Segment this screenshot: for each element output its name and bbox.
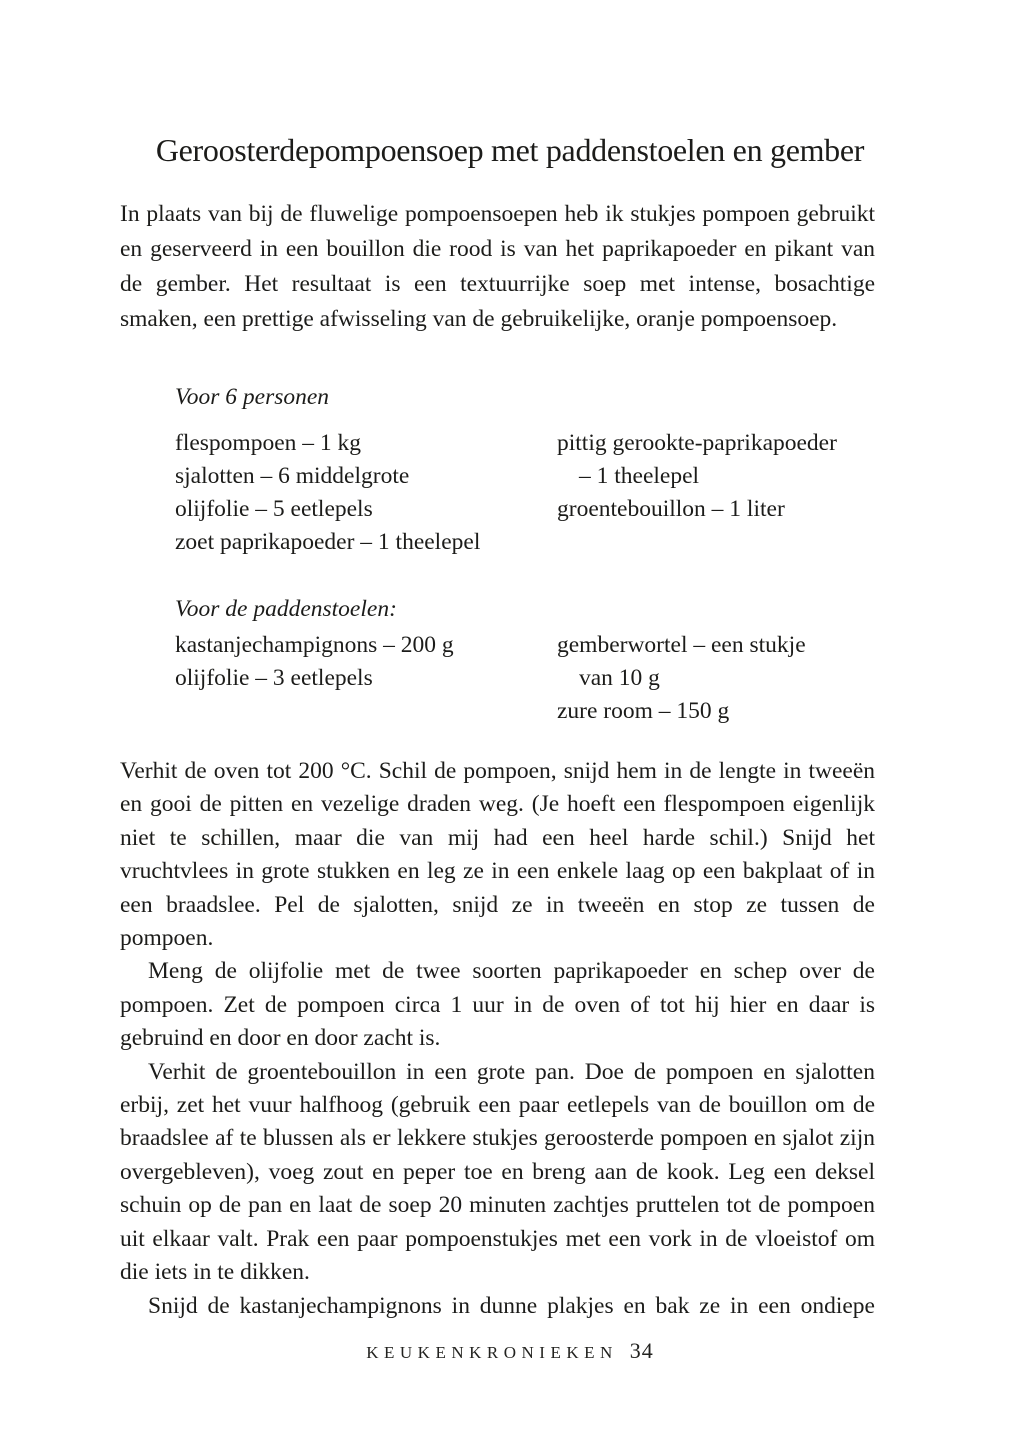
- ingredient-item-continuation: – 1 theelepel: [579, 463, 700, 489]
- ingredients-mushrooms-left: [175, 629, 557, 728]
- ingredient-item: kastanjechampignons – 200 g: [175, 632, 454, 658]
- ingredients-section: [175, 381, 900, 728]
- ingredients-main-right: [557, 427, 837, 559]
- page-footer: [0, 1338, 1020, 1364]
- instruction-paragraph: Snijd de kastanjechampignons in dunne plakjes en bak ze in een ondiepe: [148, 1292, 875, 1319]
- ingredient-item: zoet paprikapoeder – 1 theelepel: [175, 529, 481, 555]
- instruction-paragraph: Verhit de groentebouillon in een grote pan. Doe de pompoen en sjalotten erbij, zet het vuur halfhoog (gebruik een paar eetlepels van de bouillon om de braadslee af te blussen als er lekkere stukjes geroosterde pompoen en sjalot zijn overgebleven), voeg zout en peper toe en breng aan de kook. Leg een deksel schuin op de pan en laat de soep 20 minuten zachtjes pruttelen tot de pompoen uit elkaar valt. Prak een paar pompoenstukjes met een vork in de vloeistof om die iets in te dikken.: [120, 1058, 875, 1286]
- ingredient-item: olijfolie – 3 eetlepels: [175, 665, 373, 691]
- ingredient-item: flespompoen – 1 kg: [175, 430, 362, 456]
- page-number: 34: [629, 1338, 654, 1363]
- ingredient-item: groentebouillon – 1 liter: [557, 496, 785, 522]
- ingredient-item: sjalotten – 6 middelgrote: [175, 463, 410, 489]
- ingredients-mushrooms-right: [557, 629, 806, 728]
- recipe-intro: In plaats van bij de fluwelige pompoensoepen heb ik stukjes pompoen gebruikt en geserveerd in een bouillon die rood is van het paprikapoeder en pikant van de gember. Het resultaat is een textuurrijke soep met intense, bosachtige smaken, een prettige afwisseling van de gebruikelijke, oranje pompoensoep.: [120, 201, 875, 332]
- ingredients-main-left: [175, 427, 557, 559]
- ingredients-main-columns: [175, 427, 900, 559]
- instruction-paragraph: Meng de olijfolie met de twee soorten paprikapoeder en schep over de pompoen. Zet de pompoen circa 1 uur in de oven of tot hij hier en daar is gebruind en door en door zacht is.: [120, 958, 875, 1052]
- mushrooms-label: Voor de paddenstoelen:: [175, 596, 397, 622]
- ingredient-item: olijfolie – 5 eetlepels: [175, 496, 373, 522]
- instruction-paragraph: Verhit de oven tot 200 °C. Schil de pompoen, snijd hem in de lengte in tweeën en gooi de pitten en vezelige draden weg. (Je hoeft een flespompoen eigenlijk niet te schillen, maar die van mij had een heel harde schil.) Snijd het vruchtvlees in grote stukken en leg ze in een enkele laag op een bakplaat of in een braadslee. Pel de sjalotten, snijd ze in tweeën en stop ze tussen de pompoen.: [120, 758, 875, 952]
- ingredient-item: gemberwortel – een stukje: [557, 632, 806, 658]
- ingredient-item: zure room – 150 g: [557, 698, 730, 724]
- running-title: KEUKENKRONIEKEN: [366, 1343, 618, 1362]
- ingredient-item-continuation: van 10 g: [579, 665, 660, 691]
- ingredient-item: pittig gerookte-paprikapoeder: [557, 430, 837, 456]
- servings-label: Voor 6 personen: [175, 384, 330, 410]
- instructions-section: [120, 755, 875, 1323]
- ingredients-mushrooms-columns: [175, 629, 900, 728]
- recipe-title: Geroosterdepompoensoep met paddenstoelen en gember: [155, 132, 865, 168]
